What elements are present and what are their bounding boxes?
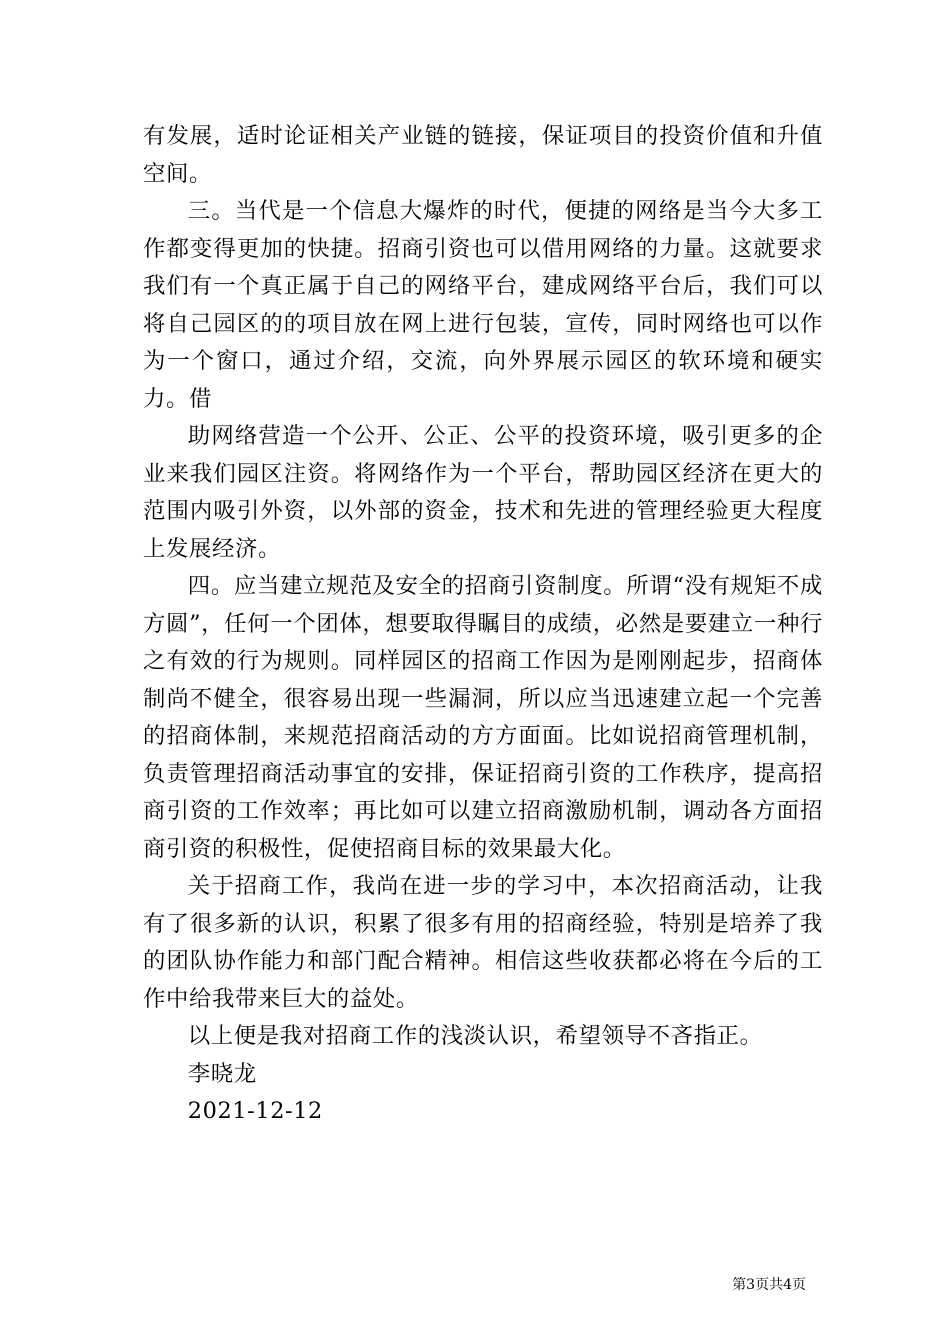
- signature-date: 2021-12-12: [187, 1098, 323, 1124]
- paragraph-point-three: 三。当代是一个信息大爆炸的时代，便捷的网络是当今大多工作都变得更加的快捷。招商引资也可以借用网络的力量。这就要求我们有一个真正属于自己的网络平台，建成网络平台后，我们可以将自己园区的的项目放在网上进行包装，宣传，同时网络也可以作为一个窗口，通过介绍，交流，向外界展示园区的软环境和硬实力。借: [143, 198, 823, 412]
- paragraph-point-four: 四。应当建立规范及安全的招商引资制度。所谓“没有规矩不成方圆”，任何一个团体，想要取得瞩目的成绩，必然是要建立一种行之有效的行为规则。同样园区的招商工作因为是刚刚起步，招商体制尚不健全，很容易出现一些漏洞，所以应当迅速建立起一个完善的招商体制，来规范招商活动的方方面面。比如说招商管理机制，负责管理招商活动事宜的安排，保证招商引资的工作秩序，提高招商引资的工作效率；再比如可以建立招商激励机制，调动各方面招商引资的积极性，促使招商目标的效果最大化。: [143, 573, 823, 862]
- page-number-footer: 第3页共4页: [732, 1277, 806, 1293]
- paragraph-network-platform: 助网络营造一个公开、公正、公平的投资环境，吸引更多的企业来我们园区注资。将网络作为一个平台，帮助园区经济在更大的范围内吸引外资，以外部的资金，技术和先进的管理经验更大程度上发展经济。: [143, 423, 823, 562]
- paragraph-continuation: 有发展，适时论证相关产业链的链接，保证项目的投资价值和升值空间。: [143, 123, 823, 187]
- paragraph-reflection: 关于招商工作，我尚在进一步的学习中，本次招商活动，让我有了很多新的认识，积累了很多有用的招商经验，特别是培养了我的团队协作能力和部门配合精神。相信这些收获都必将在今后的工作中给我带来巨大的益处。: [143, 873, 823, 1012]
- signature-name: 李晓龙: [187, 1060, 257, 1087]
- document-body: [143, 118, 823, 1131]
- paragraph-closing: 以上便是我对招商工作的浅淡认识，希望领导不吝指正。: [187, 1023, 763, 1049]
